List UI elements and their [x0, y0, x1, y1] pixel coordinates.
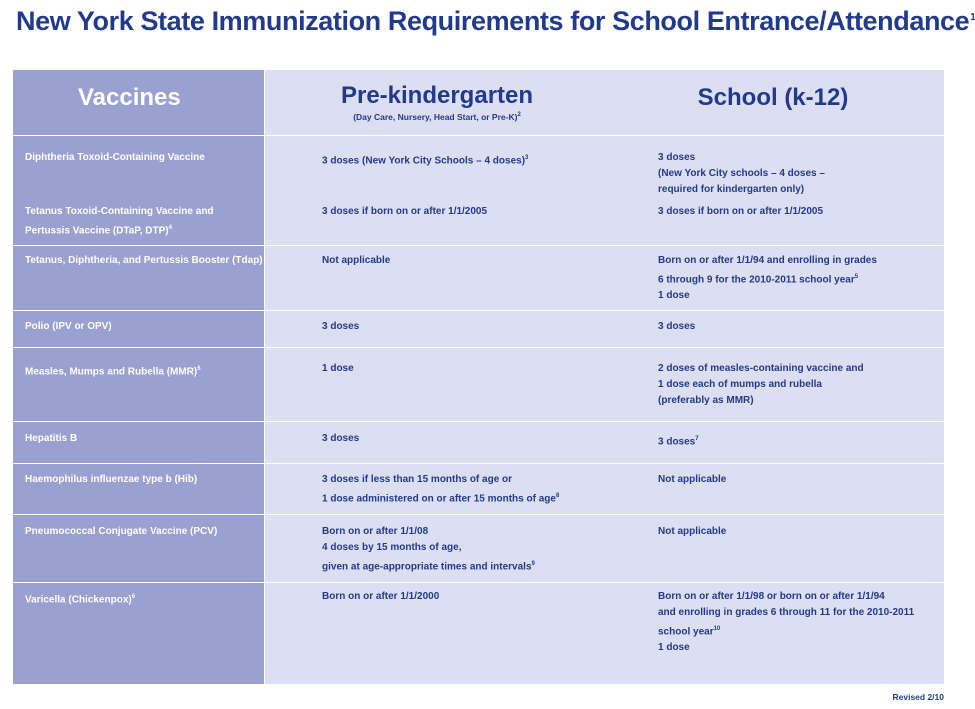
title-footnote: 1 — [970, 12, 975, 23]
requirements-cell-pcv — [265, 515, 944, 583]
school-polio: 3 doses — [658, 321, 696, 332]
header-prek-subtitle: (Day Care, Nursery, Head Start, or Pre-K)$^2$ — [353, 112, 521, 122]
header-school-title: School (k-12) — [697, 84, 849, 111]
prek-diphtheria: 3 doses (New York City Schools – 4 doses)$^3$ — [322, 155, 529, 167]
prek-pcv: Born on or after 1/1/08 4 doses by 15 months of age, given at age-appropriate times and intervals$^9$ — [322, 526, 535, 573]
header-prek-title: Pre-kindergarten — [340, 82, 534, 109]
vaccine-cell-pcv — [13, 515, 265, 583]
requirements-cell-hib — [265, 464, 944, 515]
vaccine-cell-tdap — [13, 246, 265, 311]
vaccine-name-mmr: Measles, Mumps and Rubella (MMR)$^6$ — [25, 366, 201, 378]
header-vaccines: Vaccines — [78, 84, 181, 111]
revised-date: Revised 2/10 — [892, 692, 944, 702]
school-mmr: 2 doses of measles-containing vaccine and 1 dose each of mumps and rubella (preferably as MMR) — [658, 363, 864, 406]
vaccine-name-diphtheria: Diphtheria Toxoid-Containing Vaccine — [25, 152, 205, 163]
vaccine-cell-hepb — [13, 422, 265, 464]
vaccine-name-hib: Haemophilus influenzae type b (Hib) — [25, 474, 198, 485]
vaccine-cell-mmr — [13, 348, 265, 422]
school-tetanus: 3 doses if born on or after 1/1/2005 — [658, 206, 824, 217]
school-varicella: Born on or after 1/1/98 or born on or after 1/1/94 and enrolling in grades 6 through 11 for the 2010-2011 school year$^{10}$ 1 dose — [658, 591, 915, 654]
vaccine-name-pcv: Pneumococcal Conjugate Vaccine (PCV) — [25, 526, 218, 537]
school-tdap: Born on or after 1/1/94 and enrolling in grades 6 through 9 for the 2010-2011 school year$^5$ 1 dose — [658, 255, 877, 302]
vaccine-cell-hib — [13, 464, 265, 515]
vaccine-name-hepb: Hepatitis B — [25, 433, 78, 444]
school-hib: Not applicable — [658, 474, 727, 485]
vaccine-cell-dtap — [13, 136, 265, 246]
prek-varicella: Born on or after 1/1/2000 — [322, 591, 440, 602]
prek-hib: 3 doses if less than 15 months of age or 1 dose administered on or after 15 months of age$^8$ — [322, 474, 560, 505]
header-school — [658, 84, 888, 112]
vaccine-name-varicella: Varicella (Chickenpox)$^6$ — [25, 594, 136, 606]
prek-tdap: Not applicable — [322, 255, 391, 266]
immunization-table — [13, 70, 944, 684]
vaccine-cell-polio — [13, 311, 265, 348]
prek-polio: 3 doses — [322, 321, 360, 332]
header-columns-cell — [265, 70, 944, 136]
school-hepb: 3 doses$^7$ — [658, 436, 699, 448]
vaccine-cell-varicella — [13, 583, 265, 684]
requirements-cell-polio — [265, 311, 944, 348]
prek-tetanus: 3 doses if born on or after 1/1/2005 — [322, 206, 488, 217]
prek-hepb: 3 doses — [322, 433, 360, 444]
requirements-cell-varicella — [265, 583, 944, 684]
requirements-cell-dtap — [265, 136, 944, 246]
header-prek — [322, 82, 552, 122]
requirements-cell-hepb — [265, 422, 944, 464]
prek-mmr: 1 dose — [322, 363, 354, 374]
header-vaccines-cell — [13, 70, 265, 136]
school-diphtheria: 3 doses (New York City schools – 4 doses – required for kindergarten only) — [658, 152, 825, 195]
vaccine-name-tetanus: Tetanus Toxoid-Containing Vaccine and Pertussis Vaccine (DTaP, DTP)$^4$ — [25, 206, 214, 237]
page-title: New York State Immunization Requirements for School Entrance/Attendance$^1$ — [16, 6, 975, 36]
requirements-cell-mmr — [265, 348, 944, 422]
school-pcv: Not applicable — [658, 526, 727, 537]
vaccine-name-tdap: Tetanus, Diphtheria, and Pertussis Booster (Tdap) — [25, 255, 263, 266]
vaccine-name-polio: Polio (IPV or OPV) — [25, 321, 112, 332]
requirements-cell-tdap — [265, 246, 944, 311]
